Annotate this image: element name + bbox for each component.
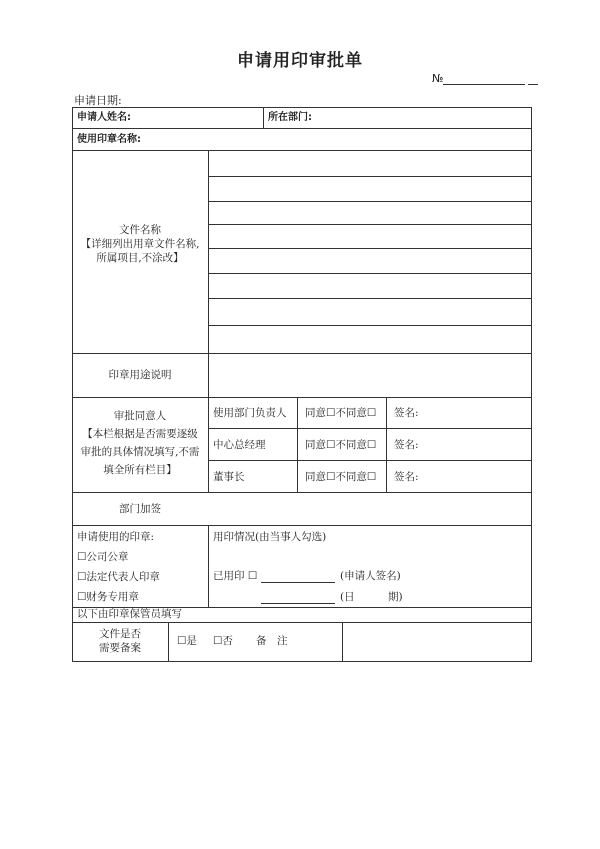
rule-h — [72, 622, 532, 623]
rule-v — [208, 525, 209, 607]
approval-choice[interactable]: 同意☐不同意☐ — [305, 471, 377, 483]
requested-seals-label: 申请使用的印章: — [77, 531, 155, 543]
archive-yes-checkbox[interactable]: ☐是 — [177, 635, 197, 647]
seal-option-company[interactable]: ☐公司公章 — [77, 551, 129, 563]
rule-h — [72, 492, 532, 493]
serial-number-label: № — [432, 72, 444, 85]
rule-h — [72, 353, 532, 354]
approver-role: 董事长 — [213, 471, 245, 483]
department-countersign-label: 部门加签 — [119, 503, 161, 515]
document-name-title: 文件名称 — [119, 224, 161, 236]
applicant-signature-line[interactable] — [261, 582, 335, 583]
rule-v — [531, 107, 532, 662]
rule-h — [208, 273, 532, 274]
approval-note-1: 【本栏根据是否需要逐级 — [82, 428, 198, 440]
seal-option-legal-rep[interactable]: ☐法定代表人印章 — [77, 571, 160, 583]
approver-role: 中心总经理 — [213, 439, 266, 451]
usage-status-label: 用印情况(由当事人勾选) — [213, 531, 327, 543]
approval-choice[interactable]: 同意☐不同意☐ — [305, 407, 377, 419]
rule-h — [72, 661, 532, 662]
date-label-right: 期) — [388, 591, 403, 603]
rule-h — [72, 525, 532, 526]
rule-h — [72, 107, 532, 108]
approver-signature[interactable]: 签名: — [394, 439, 419, 451]
form-title: 申请用印审批单 — [237, 51, 363, 71]
archive-no-checkbox[interactable]: ☐否 — [213, 635, 233, 647]
approval-title: 审批同意人 — [113, 410, 167, 422]
rule-h — [208, 460, 532, 461]
rule-h — [208, 176, 532, 177]
seal-purpose-label: 印章用途说明 — [108, 369, 172, 381]
approver-signature[interactable]: 签名: — [394, 407, 419, 419]
department-label: 所在部门: — [268, 112, 312, 123]
rule-v — [342, 622, 343, 661]
rule-h — [208, 325, 532, 326]
rule-v — [386, 397, 387, 492]
application-date-label: 申请日期: — [74, 94, 122, 107]
keeper-section-label: 以下由印章保管员填写 — [77, 608, 182, 620]
rule-v — [208, 150, 209, 492]
rule-h — [72, 397, 532, 398]
approval-choice[interactable]: 同意☐不同意☐ — [305, 439, 377, 451]
date-line[interactable] — [261, 603, 335, 604]
serial-number — [432, 72, 538, 85]
rule-h — [208, 428, 532, 429]
approver-role: 使用部门负责人 — [213, 407, 287, 419]
rule-h — [72, 128, 532, 129]
rule-v — [168, 622, 169, 661]
rule-v — [263, 107, 264, 128]
archive-question-1: 文件是否 — [99, 628, 141, 640]
seal-name-label: 使用印章名称: — [77, 134, 141, 145]
serial-number-line-end — [528, 73, 538, 85]
rule-h — [72, 150, 532, 151]
rule-h — [208, 248, 532, 249]
remark-label: 备 注 — [256, 635, 288, 647]
rule-v — [297, 397, 298, 492]
seal-option-finance[interactable]: ☐财务专用章 — [77, 591, 139, 603]
used-seal-checkbox[interactable]: 已用印 ☐ — [213, 570, 258, 582]
serial-number-line[interactable] — [443, 73, 525, 85]
applicant-signature-label: (申请人签名) — [340, 570, 401, 582]
rule-h — [208, 298, 532, 299]
date-label-left: (日 — [340, 591, 355, 603]
rule-v — [72, 107, 73, 662]
approval-note-2: 审批的具体情况填写,不需 — [80, 446, 200, 458]
rule-h — [208, 224, 532, 225]
document-name-note-2: 所属项目,不涂改】 — [96, 252, 184, 264]
rule-h — [208, 201, 532, 202]
approval-note-3: 填全所有栏目】 — [103, 464, 177, 476]
applicant-name-label: 申请人姓名: — [77, 112, 131, 123]
approval-form — [72, 107, 532, 661]
document-name-note-1: 【详细列出用章文件名称, — [80, 238, 200, 250]
approver-signature[interactable]: 签名: — [394, 471, 419, 483]
archive-question-2: 需要备案 — [99, 642, 141, 654]
